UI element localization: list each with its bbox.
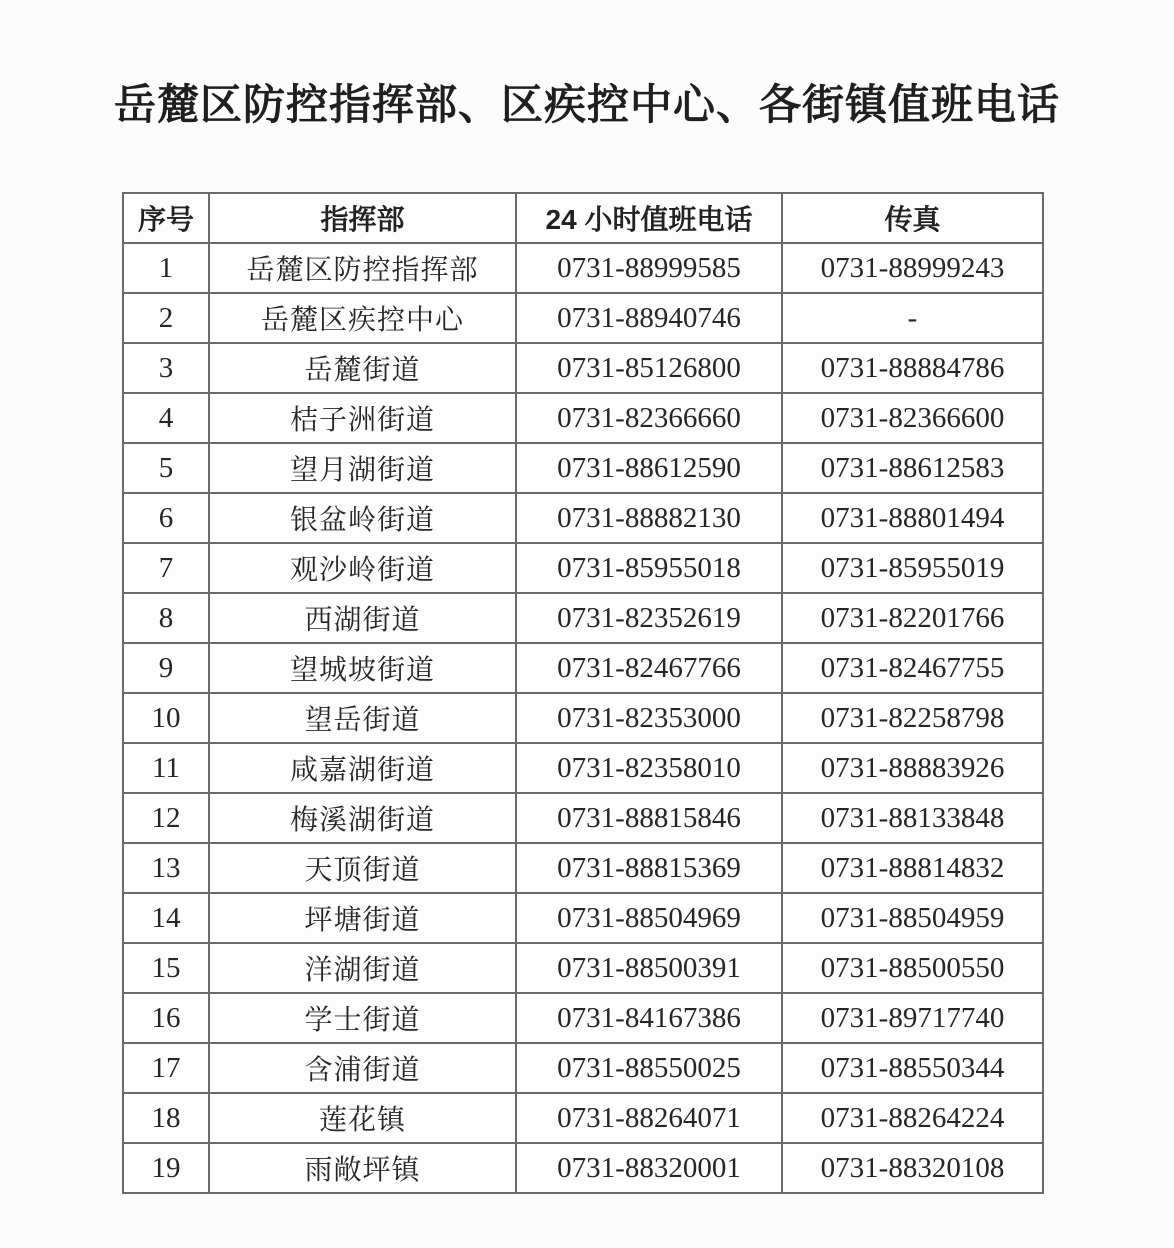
fax-cell: - (782, 293, 1043, 343)
phone-cell: 0731-82358010 (516, 743, 782, 793)
table-row (123, 243, 1043, 293)
dept-cell: 洋湖街道 (209, 943, 516, 993)
dept-cell: 岳麓区疾控中心 (209, 293, 516, 343)
dept-cell: 含浦街道 (209, 1043, 516, 1093)
fax-cell: 0731-88814832 (782, 843, 1043, 893)
dept-cell: 桔子洲街道 (209, 393, 516, 443)
fax-cell: 0731-88884786 (782, 343, 1043, 393)
phone-cell: 0731-88999585 (516, 243, 782, 293)
dept-cell: 岳麓街道 (209, 343, 516, 393)
index-cell: 1 (123, 243, 209, 293)
table-row (123, 593, 1043, 643)
table-row (123, 1093, 1043, 1143)
header-fax: 传真 (782, 193, 1043, 243)
table-row (123, 543, 1043, 593)
index-cell: 19 (123, 1143, 209, 1193)
fax-cell: 0731-88550344 (782, 1043, 1043, 1093)
phone-cell: 0731-82352619 (516, 593, 782, 643)
fax-cell: 0731-88883926 (782, 743, 1043, 793)
index-cell: 15 (123, 943, 209, 993)
phone-cell: 0731-85126800 (516, 343, 782, 393)
index-cell: 5 (123, 443, 209, 493)
index-cell: 4 (123, 393, 209, 443)
dept-cell: 学士街道 (209, 993, 516, 1043)
dept-cell: 银盆岭街道 (209, 493, 516, 543)
dept-cell: 坪塘街道 (209, 893, 516, 943)
fax-cell: 0731-88612583 (782, 443, 1043, 493)
dept-cell: 望岳街道 (209, 693, 516, 743)
table-row (123, 843, 1043, 893)
fax-cell: 0731-88264224 (782, 1093, 1043, 1143)
header-headquarters: 指挥部 (209, 193, 516, 243)
index-cell: 13 (123, 843, 209, 893)
phone-cell: 0731-88940746 (516, 293, 782, 343)
dept-cell: 岳麓区防控指挥部 (209, 243, 516, 293)
index-cell: 8 (123, 593, 209, 643)
phone-cell: 0731-82467766 (516, 643, 782, 693)
table-row (123, 643, 1043, 693)
index-cell: 11 (123, 743, 209, 793)
phone-cell: 0731-82353000 (516, 693, 782, 743)
dept-cell: 观沙岭街道 (209, 543, 516, 593)
table-row (123, 943, 1043, 993)
fax-cell: 0731-88320108 (782, 1143, 1043, 1193)
page-title: 岳麓区防控指挥部、区疾控中心、各街镇值班电话 (113, 81, 1060, 128)
index-cell: 7 (123, 543, 209, 593)
table-body (123, 243, 1043, 1193)
fax-cell: 0731-82201766 (782, 593, 1043, 643)
dept-cell: 天顶街道 (209, 843, 516, 893)
header-index: 序号 (123, 193, 209, 243)
phone-cell: 0731-84167386 (516, 993, 782, 1043)
index-cell: 10 (123, 693, 209, 743)
table-row (123, 893, 1043, 943)
header-duty-phone: 24 小时值班电话 (516, 193, 782, 243)
phone-cell: 0731-88550025 (516, 1043, 782, 1093)
dept-cell: 望月湖街道 (209, 443, 516, 493)
fax-cell: 0731-88801494 (782, 493, 1043, 543)
fax-cell: 0731-89717740 (782, 993, 1043, 1043)
fax-cell: 0731-85955019 (782, 543, 1043, 593)
phone-cell: 0731-85955018 (516, 543, 782, 593)
dept-cell: 莲花镇 (209, 1093, 516, 1143)
index-cell: 12 (123, 793, 209, 843)
table-header (123, 193, 1043, 243)
index-cell: 17 (123, 1043, 209, 1093)
fax-cell: 0731-82467755 (782, 643, 1043, 693)
phone-cell: 0731-88500391 (516, 943, 782, 993)
fax-cell: 0731-88500550 (782, 943, 1043, 993)
table-row (123, 1143, 1043, 1193)
index-cell: 18 (123, 1093, 209, 1143)
index-cell: 2 (123, 293, 209, 343)
table-row (123, 293, 1043, 343)
phone-cell: 0731-88815846 (516, 793, 782, 843)
table-row (123, 793, 1043, 843)
fax-cell: 0731-88999243 (782, 243, 1043, 293)
fax-cell: 0731-88504959 (782, 893, 1043, 943)
fax-cell: 0731-82366600 (782, 393, 1043, 443)
index-cell: 14 (123, 893, 209, 943)
table-header-row (123, 193, 1043, 243)
index-cell: 16 (123, 993, 209, 1043)
dept-cell: 西湖街道 (209, 593, 516, 643)
dept-cell: 雨敞坪镇 (209, 1143, 516, 1193)
table-row (123, 443, 1043, 493)
phone-cell: 0731-82366660 (516, 393, 782, 443)
table-row (123, 743, 1043, 793)
dept-cell: 梅溪湖街道 (209, 793, 516, 843)
phone-cell: 0731-88882130 (516, 493, 782, 543)
phone-cell: 0731-88504969 (516, 893, 782, 943)
fax-cell: 0731-82258798 (782, 693, 1043, 743)
fax-cell: 0731-88133848 (782, 793, 1043, 843)
table-row (123, 993, 1043, 1043)
index-cell: 9 (123, 643, 209, 693)
duty-phone-table (122, 192, 1044, 1194)
phone-cell: 0731-88612590 (516, 443, 782, 493)
table-row (123, 693, 1043, 743)
index-cell: 3 (123, 343, 209, 393)
table-row (123, 493, 1043, 543)
phone-cell: 0731-88815369 (516, 843, 782, 893)
table-row (123, 343, 1043, 393)
phone-cell: 0731-88320001 (516, 1143, 782, 1193)
table-row (123, 393, 1043, 443)
dept-cell: 咸嘉湖街道 (209, 743, 516, 793)
dept-cell: 望城坡街道 (209, 643, 516, 693)
index-cell: 6 (123, 493, 209, 543)
phone-cell: 0731-88264071 (516, 1093, 782, 1143)
table-row (123, 1043, 1043, 1093)
